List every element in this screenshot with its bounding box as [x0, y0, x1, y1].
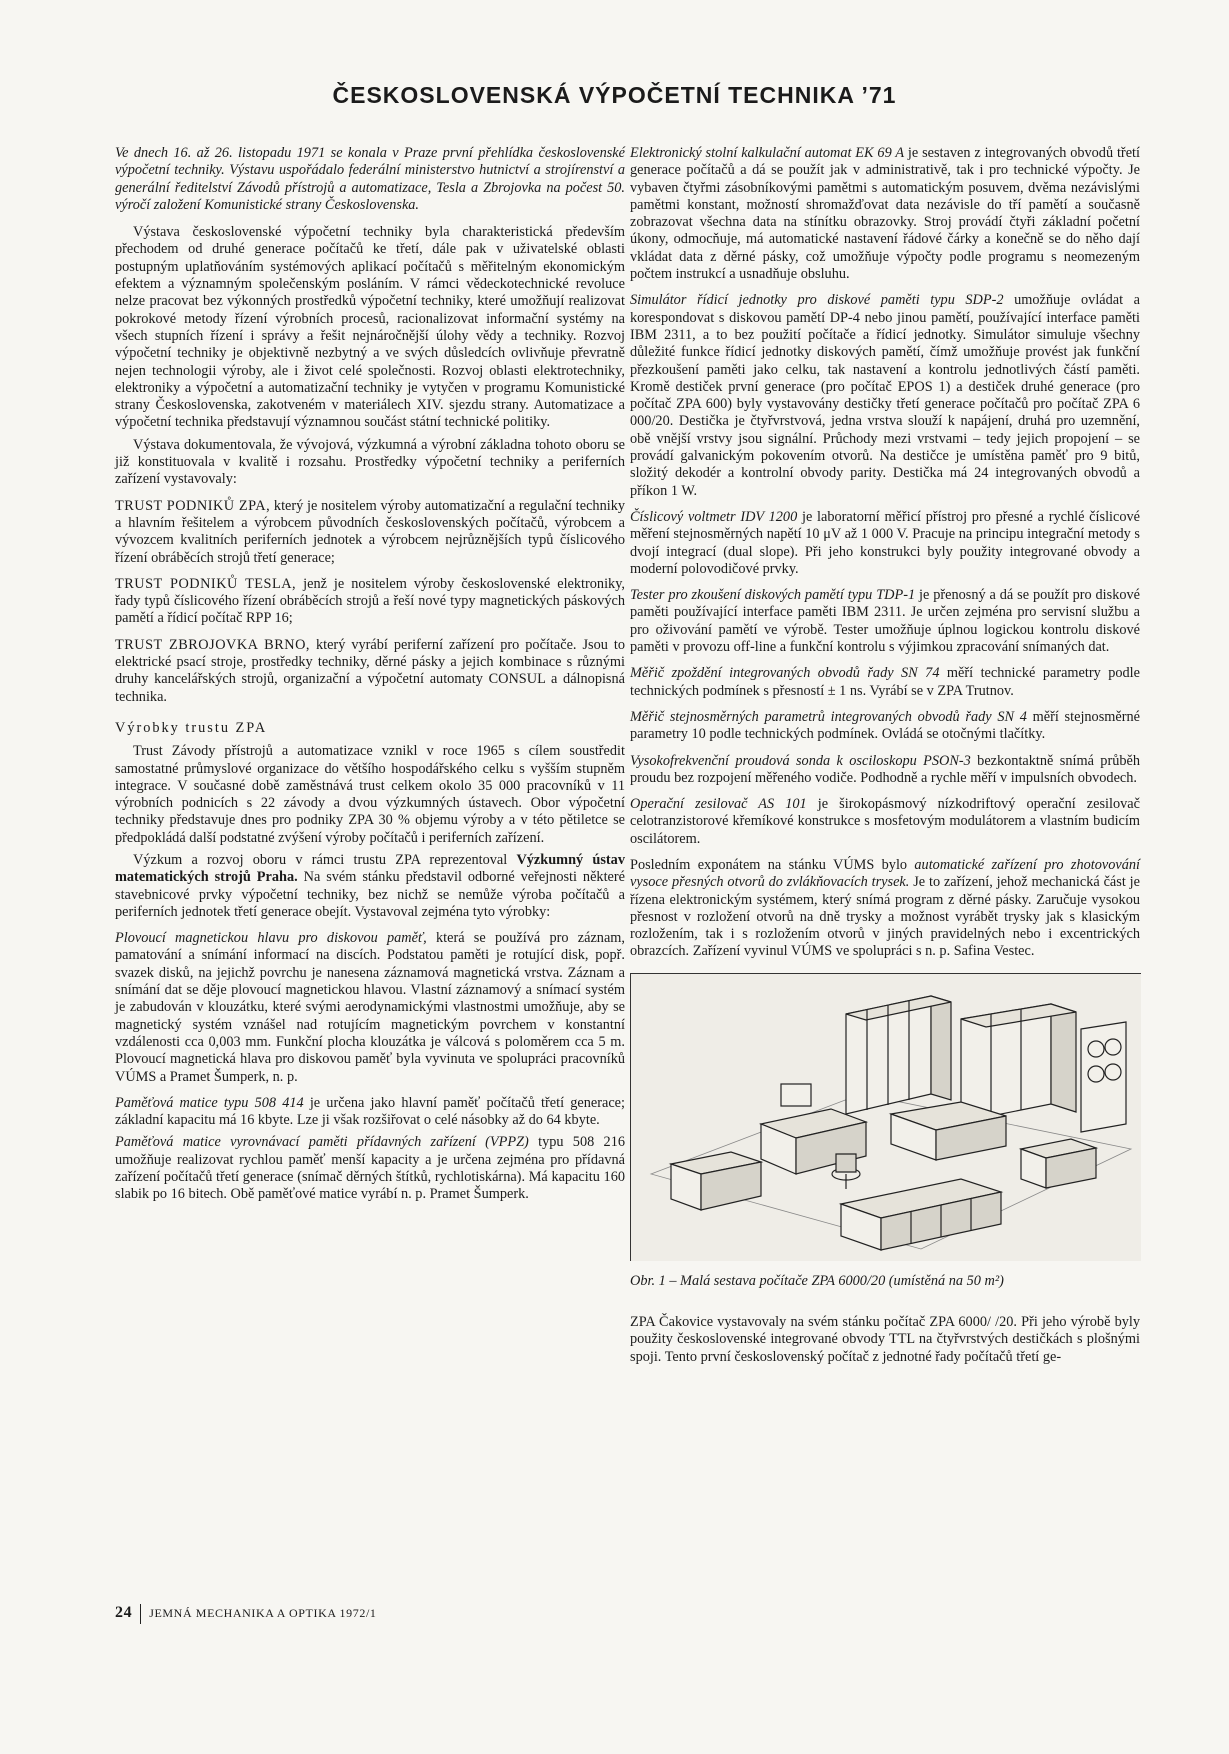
product-name: Měřič zpoždění integrovaných obvodů řady SN 74 [630, 665, 940, 682]
product-description: je určena jako hlavní paměť počítačů třetí generace; základní kapacitu má 16 kbyte. Lze ji však rozšiřovat o celé násobky až do 64 kbyte. [115, 1094, 625, 1129]
trust-name: TRUST PODNIKŮ TESLA, [115, 575, 297, 592]
figure-caption: Obr. 1 – Malá sestava počítače ZPA 6000/20 (umístěná na 50 m²) [630, 1272, 1004, 1289]
product-description: měří technické parametry podle technických podmínek s přesností ± 1 ns. Vyrábí se v ZPA Trutnov. [630, 665, 1140, 699]
trust-description: který je nositelem výroby automatizační a regulační techniky a hlavním řešitelem a výrobcem původních československých počítačů, výrobcem a vývozcem kvalitních periferních jednotek a výrobcem nejrůznějších typů číslicového řízení obráběcích strojů třetí generace; [115, 497, 625, 566]
trust-entry-zbrojovka [115, 637, 625, 706]
product-description: bezkontaktně snímá průběh proudu bez rozpojení měřeného vodiče. Podhodně a rychle měří v impulsních obvodech. [630, 752, 1140, 786]
product-description: je sestaven z integrovaných obvodů třetí generace počítačů a dá se použít jak v administrativě, tak i pro technické výpočty. Je vybaven čtyřmi zásobníkovými pamětmi s automatickým posuvem, dvěma nezávislými pamětmi konstant, možností shromažďovat data nezávisle do tří pamětí a současně zobrazovat všechna data na stínítku obrazovky. Stroj provádí čtyři základní početní úkony, odmocňuje, má automatické nastavení řádové čárky a konečně se do něho dají vkládat data z děrné pásky, což umožňuje výpočty podle programu s neomezeným počtem instrukcí a usnadňuje obsluhu. [630, 145, 1140, 283]
trust-name: TRUST ZBROJOVKA BRNO, [115, 636, 310, 653]
lead-paragraph: Ve dnech 16. až 26. listopadu 1971 se konala v Praze první přehlídka československé výpočetní techniky. Výstavu uspořádalo federální ministerstvo hutnictví a strojírenství a generální ředitelství Závodů přístrojů a automatizace, Tesla a Zbrojovka na počest 50. výročí založení Komunistické strany Československa. [115, 145, 625, 213]
product-paragraph [630, 145, 1140, 283]
text: Posledním exponátem na stánku VÚMS bylo [630, 856, 915, 873]
paragraph: ZPA Čakovice vystavovaly na svém stánku počítač ZPA 6000/ /20. Při jeho výrobě byly použity československé integrované obvody TTL na čtyřvrstvých destičkách s plošnými spoji. Tento první československý počítač z jednotné řady počítačů třetí ge- [630, 1314, 1140, 1365]
product-paragraph [115, 930, 625, 1086]
product-name: automatické zařízení pro zhotovování vysoce přesných otvorů do zvlákňovacích trysek. [630, 856, 1140, 891]
product-name: Elektronický stolní kalkulační automat EK 69 A [630, 145, 905, 161]
section-heading: Výrobky trustu ZPA [115, 719, 268, 736]
product-paragraph [630, 753, 1140, 788]
paragraph: Trust Závody přístrojů a automatizace vznikl v roce 1965 s cílem soustředit samostatné průmyslové organizace do většího hospodářského celku s vyšším stupněm integrace. V současné době zaměstnává trust celkem okolo 35 000 pracovníků v 11 výrobních podnicích s 22 závody a dvou výzkumných ústavech. Obor výpočetní techniky představuje dnes pro podniky ZPA 30 % objemu výroby a v této pětiletce se předpokládá další podstatné zvýšení výroby počítačů i periferních zařízení. [115, 743, 625, 846]
paragraph: Výstava dokumentovala, že vývojová, výzkumná a výrobní základna tohoto oboru se již konstituovala v kvalitě i rozsahu. Prostředky výpočetní techniky a periferních zařízení vystavovaly: [115, 436, 625, 488]
product-name: Tester pro zkoušení diskových pamětí typu TDP-1 [630, 587, 916, 604]
product-name: Plovoucí magnetickou hlavu pro diskovou paměť, [115, 930, 427, 947]
trust-name: TRUST PODNIKŮ ZPA, [115, 497, 271, 514]
journal-name: JEMNÁ MECHANIKA A OPTIKA 1972/1 [149, 1606, 377, 1620]
text: Je to zařízení, jehož mechanická část je řízena elektronickým systémem, který snímá program z děrné pásky. Zaručuje vysokou přesnost v rozložení otvorů na dně trysky a možnost vyrábět trysky jak s klasickým rozložením, tak i s rozložením otvorů v jiných pravidelných nebo i excentrických obrazcích. Zařízení vyvinul VÚMS ve spolupráci s n. p. Safina Vestec. [630, 874, 1140, 960]
product-description: měří stejnosměrné parametry 10 podle technických podmínek. Ovládá se otočnými tlačítky. [630, 708, 1140, 743]
trust-entry-zpa [115, 498, 625, 567]
footer-divider [140, 1604, 141, 1624]
product-name: Paměťová matice typu 508 414 [115, 1094, 304, 1111]
product-description: umožňuje ovládat a korespondovat s diskovou pamětí DP-4 nebo jinou pamětí, používající interface paměti IBM 2311, a to bez použití počítače a řídicí jednotky. Simulátor simuluje všechny důležité funkce řídicí jednotky diskových pamětí, čímž umožňuje provést jak funkční přezkoušení paměti jako celku, tak nastavení a kontrolu jednotlivých částí paměti. Kromě destiček první generace (pro počítač EPOS 1) a destiček druhé generace (pro počítač ZPA 600) byly vystavovány destičky třetí generace počítačů pro počítač ZPA 6 000/20. Destička je čtyřvrstvová, jedna vrstva slouží k napájení, druhá pro uzemnění, obě vnější vrstvy jsou signální. Průchody mezi vrstvami – tedy jejich propojení – se provádí galvanickým pokovením otvorů. Na destičce je umístěna paměť pro 9 bitů, složitý dekodér a kontrolní obvody parity. Destička má 24 integrovaných obvodů a příkon 1 W. [630, 292, 1140, 499]
product-paragraph [115, 1095, 625, 1130]
text: Na svém stánku představil odborné veřejnosti některé stavebnicové prvky výpočetní techniky, bez nichž se nemůže výroba počítačů a periferních jednotek třetí generace obejít. Vystavoval zejména tyto výrobky: [115, 869, 625, 920]
paragraph [115, 852, 625, 921]
product-paragraph [630, 587, 1140, 656]
page-footer [115, 1604, 377, 1624]
product-description: je širokopásmový nízkodriftový operační zesilovač celotranzistorové křemíkové konstrukce s mosfetovým modulátorem a vlastním budicím oscilátorem. [630, 796, 1140, 847]
paragraph: Výstava československé výpočetní techniky byla charakteristická především přechodem od druhé generace počítačů ke třetí, dále pak v uživatelské oblasti postupným uplatňováním systémových aplikací počítačů s měřitelným ekonomickým efektem a významným společenským posláním. V rámci vědeckotechnické revoluce nelze pracovat bez výkonných prostředků výpočetní techniky, které umožňují realizovat pokrokové metody řízení výrobních procesů, racionalizovat informační systémy na všech stupních řízení i správy a řešit nejnáročnější úlohy vědy a techniky. Rozvoj výpočetní techniky je objektivně nezbytný a ve svých důsledcích ovlivňuje převratně nejen technologii výroby, ale i život celé společnosti. Rozvoj oblasti elektrotechniky, elektroniky a výpočetní a automatizační techniky je vytyčen v programu Komunistické strany Československa, zakotveném v materiálech XIV. sjezdu strany. Automatizace a výpočetní technika představují významnou součást státní technické politiky. [115, 224, 625, 431]
article-title: ČESKOSLOVENSKÁ VÝPOČETNÍ TECHNIKA ’71 [332, 82, 897, 108]
trust-description: který vyrábí periferní zařízení pro počítače. Jsou to elektrické psací stroje, prostředky techniky, děrné pásky a jejich kombinace s různými druhy kancelářských strojů, organizační a výpočetní automaty CONSUL a dálnopisná technika. [115, 636, 625, 705]
trust-entry-tesla [115, 576, 625, 628]
product-paragraph [630, 796, 1140, 848]
product-description: která se používá pro záznam, pamatování a snímání informací na discích. Podstatou paměti je rotující disk, popř. svazek disků, na jejichž povrchu je nanesena záznamová magnetická vrstva. Záznam a snímání dat se děje plovoucí magnetickou hlavou. Vlastní záznamový a snímací systém je zabudován v klouzátku, které svými aerodynamickými vlastnostmi umožňuje, aby se magnetický systém vznášel nad rotujícím magnetickým povrchem v konstantní vzdálenosti cca 0,003 mm. Funkční plocha klouzátka je válcová s poloměrem cca 5 m. Plovoucí magnetická hlava pro diskovou paměť byla vyvinuta ve spolupráci pracovníků VÚMS a Pramet Šumperk, n. p. [115, 930, 625, 1085]
product-name: Operační zesilovač AS 101 [630, 796, 807, 813]
trust-description: jenž je nositelem výroby československé elektroniky, řady typů číslicového řízení obráběcích strojů a řeší nové typy magnetických páskových pamětí a řídicí počítač RPP 16; [115, 575, 625, 627]
text: Výzkum a rozvoj oboru v rámci trustu ZPA reprezentoval [133, 851, 517, 868]
computer-installation-drawing [631, 974, 1141, 1261]
product-paragraph [630, 709, 1140, 744]
product-name: Vysokofrekvenční proudová sonda k osciloskopu PSON-3 [630, 752, 971, 769]
left-column [115, 145, 625, 1209]
product-paragraph [630, 292, 1140, 500]
page-number: 24 [115, 1604, 133, 1621]
computer-installation-illustration [630, 973, 1141, 1261]
right-column [630, 145, 1140, 1371]
product-description: typu 508 216 umožňuje realizovat rychlou paměť menší kapacity a je určena zejména pro přídavná zařízení počítačů třetí generace (snímač děrných štítků, rychlotiskárna). Má kapacitu 160 slabik po 16 bitech. Obě paměťové matice vyrábí n. p. Pramet Šumperk. [115, 1134, 625, 1203]
product-name: Měřič stejnosměrných parametrů integrovaných obvodů řady SN 4 [630, 708, 1027, 725]
paragraph [630, 857, 1140, 961]
product-name: Číslicový voltmetr IDV 1200 [630, 508, 798, 525]
institute-name: Výzkumný ústav matematických strojů Praha. [115, 851, 625, 886]
product-paragraph [630, 509, 1140, 578]
product-description: je přenosný a dá se použít pro diskové paměti používající interface paměti IBM 2311. Je určen zejména pro servisní službu a pro oživování pamětí ve výrobě. Tester umožňuje úplnou logickou kontrolu diskové paměti v provozu off-line a funkční kontrolu s výjimkou zpracování snímaných dat. [630, 587, 1141, 656]
product-description: je laboratorní měřicí přístroj pro přesné a rychlé číslicové měření stejnosměrných napětí 10 μV až 1 000 V. Pracuje na principu integrační metody s dvojí integrací (dual slope). Při jeho konstrukci byly použity integrované obvody a moderní polovodičové prvky. [630, 508, 1140, 577]
product-name: Simulátor řídicí jednotky pro diskové paměti typu SDP-2 [630, 292, 1004, 309]
product-name: Paměťová matice vyrovnávací paměti přídavných zařízení (VPPZ) [115, 1134, 529, 1151]
product-paragraph [630, 665, 1140, 700]
product-paragraph [115, 1134, 625, 1203]
